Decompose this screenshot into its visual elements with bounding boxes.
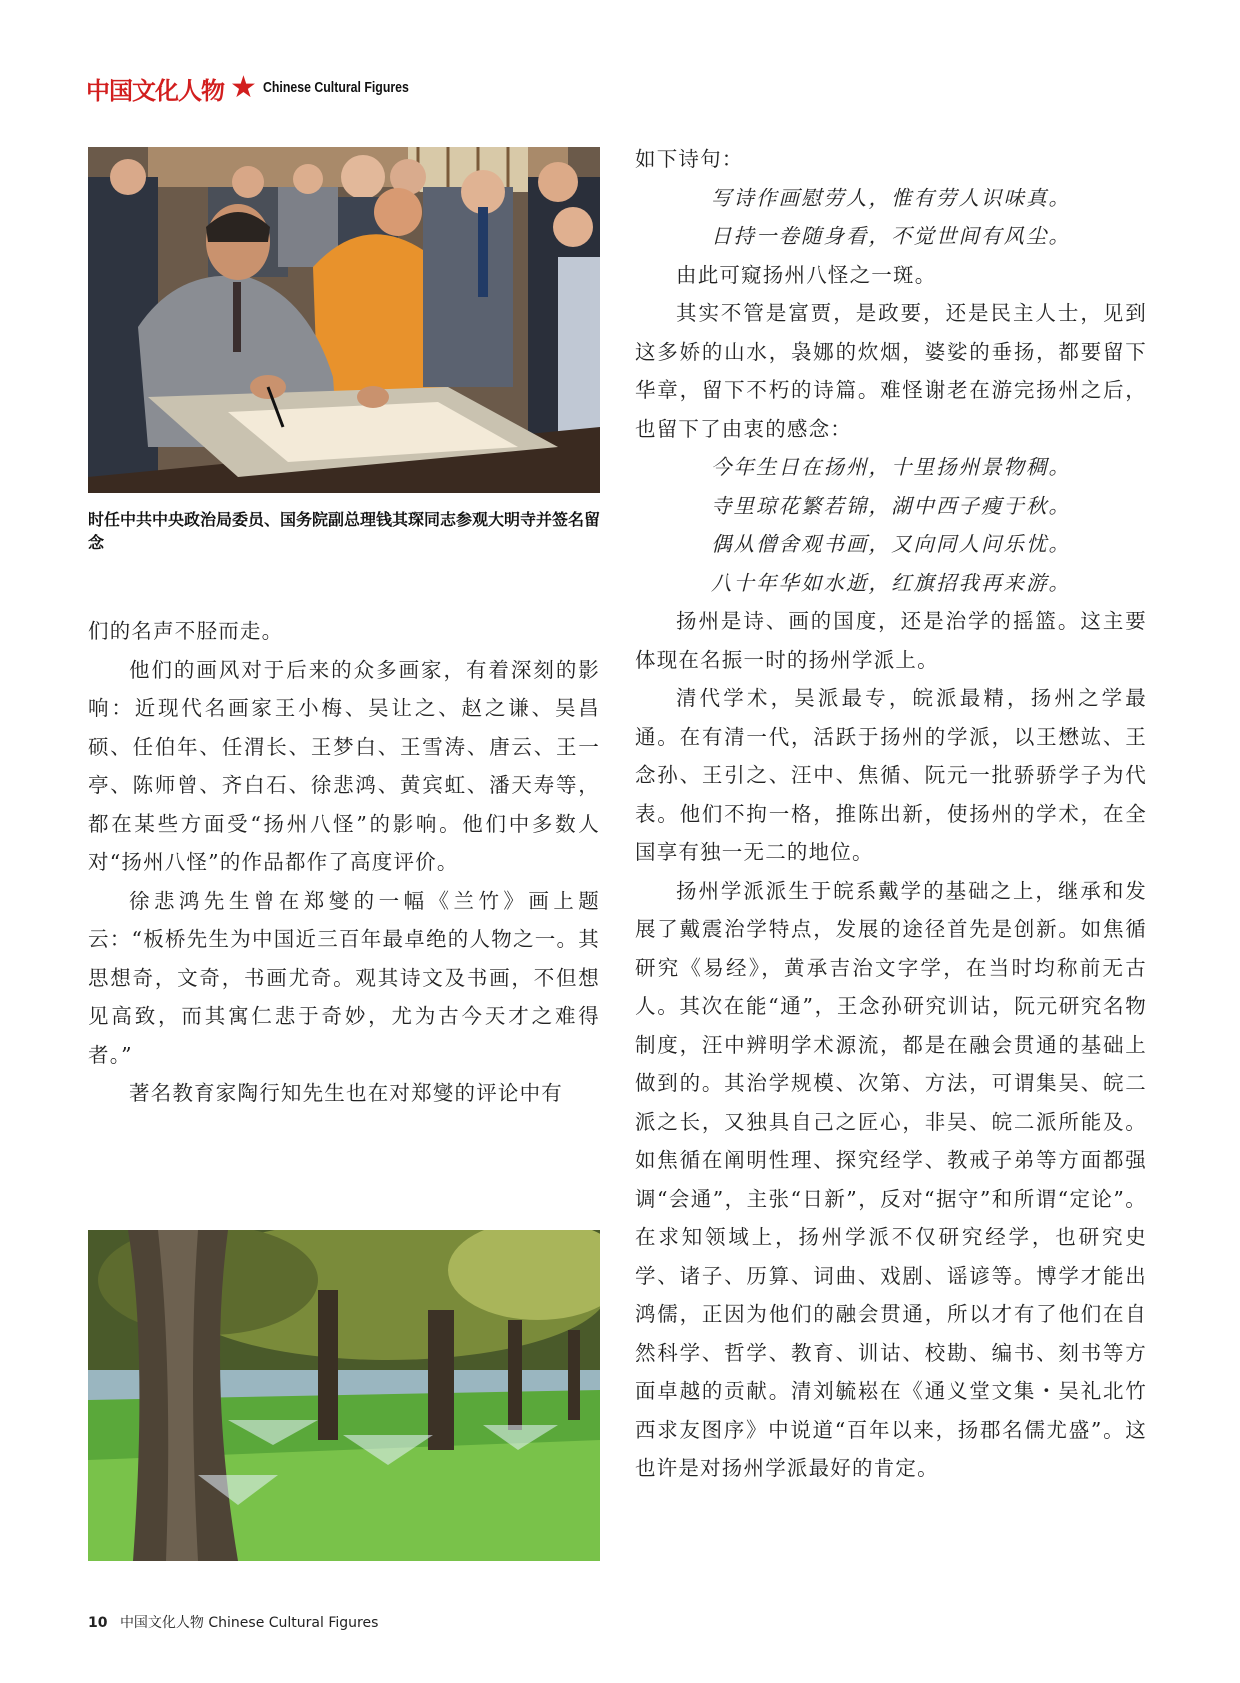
paragraph: 著名教育家陶行知先生也在对郑燮的评论中有 — [129, 1081, 563, 1105]
poem-line: 写诗作画慰劳人，惟有劳人识味真。 — [711, 185, 1071, 210]
photo-caption: 时任中共中央政治局委员、国务院副总理钱其琛同志参观大明寺并签名留念 — [88, 510, 601, 552]
paragraph: 扬州学派派生于皖系戴学的基础之上，继承和发展了戴震治学特点，发展的途径首先是创新。如焦循研究《易经》，黄承吉治文字学，在当时均称前无古人。其次在能“通”，王念孙研究训诂，阮元研究名物制度，汪中辨明学术源流，都是在融会贯通的基础上做到的。其治学规模、次第、方法，可谓集吴、皖二派之长，又独具自己之匠心，非吴、皖二派所能及。如焦循在阐明性理、探究经学、教戒子弟等方面都强调“会通”，主张“日新”，反对“据守”和所谓“定论”。在求知领域上，扬州学派不仅研究经学，也研究史学、诸子、历算、词曲、戏剧、谣谚等。博学才能出鸿儒，正因为他们的融会贯通，所以才有了他们在自然科学、哲学、教育、训诂、校勘、编书、刻书等方面卓越的贡献。清刘毓崧在《通义堂文集・吴礼北竹西求友图序》中说道“百年以来，扬郡名儒尤盛”。这也许是对扬州学派最好的肯定。 — [635, 878, 1147, 1480]
footer-title: 中国文化人物 Chinese Cultural Figures — [119, 1615, 379, 1631]
paragraph: 其实不管是富贾，是政要，还是民主人士，见到这多娇的山水，袅娜的炊烟，婆娑的垂扬，都要留下华章，留下不朽的诗篇。难怪谢老在游完扬州之后，也留下了由衷的感念： — [635, 301, 1147, 441]
magazine-header — [86, 70, 435, 106]
left-column — [88, 612, 600, 1113]
paragraph: 如下诗句： — [635, 147, 744, 171]
paragraph: 扬州是诗、画的国度，还是治学的摇篮。这主要体现在名振一时的扬州学派上。 — [635, 609, 1147, 672]
paragraph: 们的名声不胫而走。 — [88, 619, 284, 643]
park-trees-illustration — [88, 1230, 600, 1561]
page-number: 10 — [88, 1615, 108, 1631]
paragraph: 由此可窥扬州八怪之一斑。 — [676, 262, 937, 287]
right-column — [635, 140, 1147, 1488]
page-footer — [88, 1612, 378, 1632]
brand-title-en: Chinese Cultural Figures — [262, 80, 409, 96]
signing-photo — [88, 147, 600, 493]
paragraph: 徐悲鸿先生曾在郑燮的一幅《兰竹》画上题云：“板桥先生为中国近三百年最卓绝的人物之一。其思想奇，文奇，书画尤奇。观其诗文及书画，不但想见高致，而其寓仁悲于奇妙，尤为古今天才之难得者。” — [88, 888, 600, 1067]
poem-line: 偶从僧舍观书画，又向同人问乐忧。 — [711, 532, 1071, 556]
poem-line: 今年生日在扬州，十里扬州景物稠。 — [711, 455, 1071, 479]
poem-line: 日持一卷随身看，不觉世间有风尘。 — [711, 224, 1071, 248]
star-icon: ★ — [230, 70, 257, 105]
poem-line: 寺里琼花繁若锦，湖中西子瘦于秋。 — [711, 493, 1071, 518]
brand-title-cn: 中国文化人物 — [86, 76, 224, 105]
park-trees-photo — [88, 1230, 600, 1561]
signing-photo-illustration — [88, 147, 600, 493]
poem-line: 八十年华如水逝，红旗招我再来游。 — [711, 570, 1071, 595]
paragraph: 清代学术，吴派最专，皖派最精，扬州之学最通。在有清一代，活跃于扬州的学派，以王懋竑、王念孙、王引之、汪中、焦循、阮元一批骄骄学子为代表。他们不拘一格，推陈出新，使扬州的学术，在全国享有独一无二的地位。 — [635, 686, 1147, 864]
paragraph: 他们的画风对于后来的众多画家，有着深刻的影响：近现代名画家王小梅、吴让之、赵之谦、吴昌硕、任伯年、任渭长、王梦白、王雪涛、唐云、王一亭、陈师曾、齐白石、徐悲鸿、黄宾虹、潘天寿等，都在某些方面受“扬州八怪”的影响。他们中多数人对“扬州八怪”的作品都作了高度评价。 — [88, 657, 600, 874]
